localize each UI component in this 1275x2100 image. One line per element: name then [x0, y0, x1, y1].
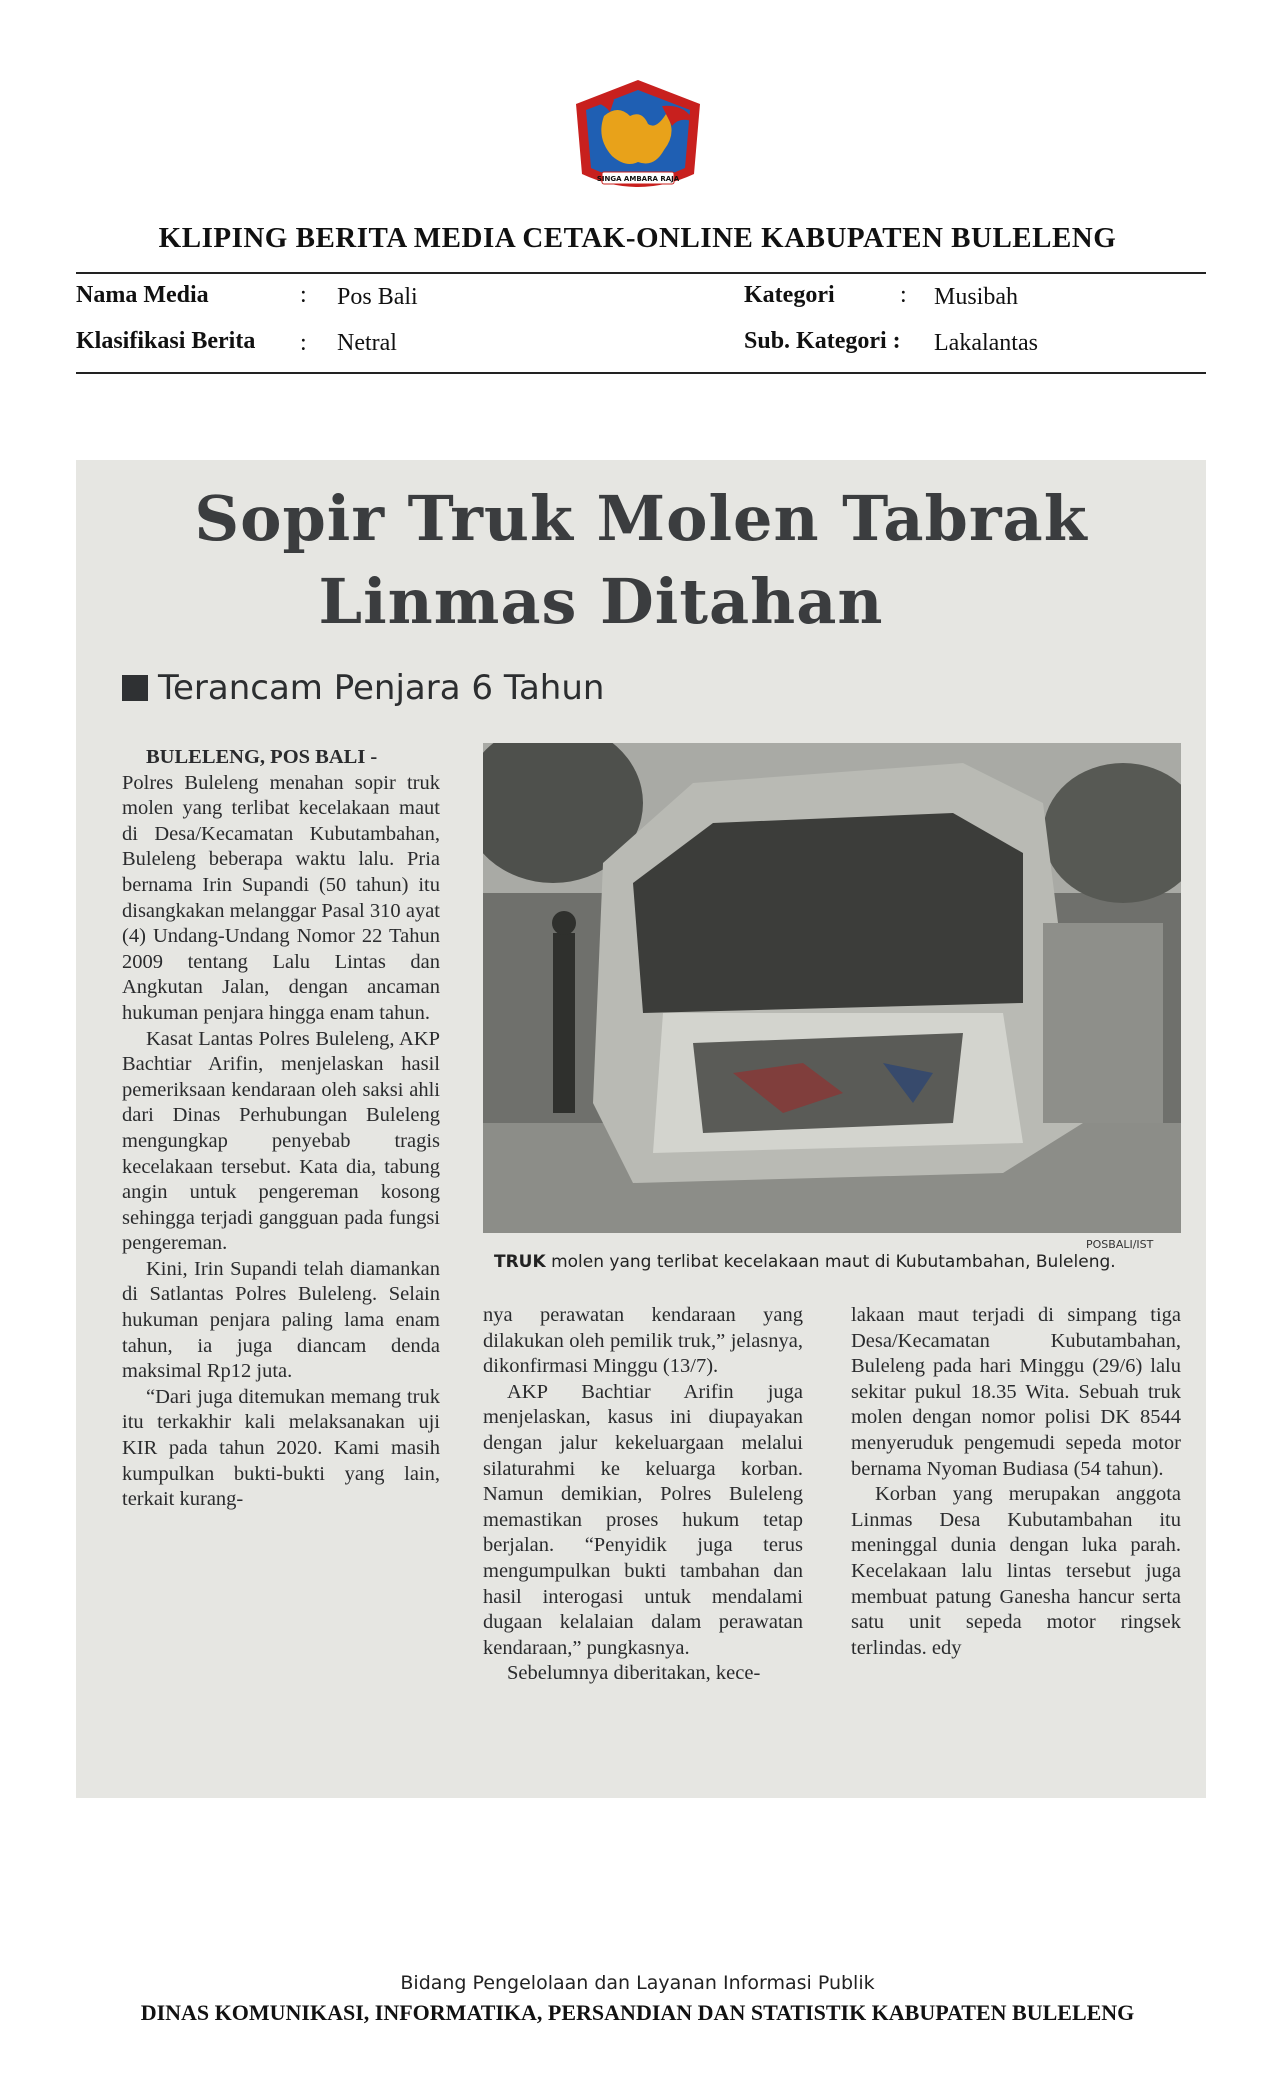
photo-credit: POSBALI/IST: [1086, 1238, 1154, 1251]
dateline: BULELENG, POS BALI -: [146, 746, 378, 768]
headline-line-2: Linmas Ditahan: [318, 565, 884, 638]
article-paragraph: [122, 745, 440, 771]
subkategori-value: Lakalantas: [934, 330, 1038, 356]
article-column-1: [122, 745, 440, 1513]
caption-text: molen yang terlibat kecelakaan maut di Kubutambahan, Buleleng.: [545, 1252, 1116, 1272]
klasifikasi-row: [76, 328, 255, 355]
truck-crash-photo: [483, 743, 1181, 1233]
article-paragraph: lakaan maut terjadi di simpang tiga Desa/Kecamatan Kubutambahan, Buleleng pada hari Minggu (29/6) lalu sekitar pukul 18.35 Wita. Sebuah truk molen dengan nomor polisi DK 8544 menyeruduk pengemudi sepeda motor bernama Nyoman Budiasa (54 tahun).: [851, 1304, 1181, 1480]
media-colon: :: [300, 282, 307, 308]
article-column-2: [483, 1303, 803, 1687]
article-column-3: [851, 1303, 1181, 1661]
footer-agency: DINAS KOMUNIKASI, INFORMATIKA, PERSANDIAN DAN STATISTIK KABUPATEN BULELENG: [140, 2000, 1135, 2025]
kategori-label: Kategori: [744, 282, 835, 308]
article-paragraph: nya perawatan kendaraan yang dilakukan oleh pemilik truk,” jelasnya, dikonfirmasi Minggu (13/7).: [483, 1304, 803, 1378]
article-paragraph: AKP Bachtiar Arifin juga menjelaskan, kasus ini diupayakan dengan jalur kekeluargaan melalui silaturahmi ke keluarga korban. Namun demikian, Polres Buleleng memastikan proses hukum tetap berjalan. “Penyidik juga terus mengumpulkan bukti tambahan dan hasil interogasi untuk mendalami dugaan kelalaian dalam perawatan kendaraan,” pungkasnya.: [483, 1380, 803, 1659]
article-paragraph: “Dari juga ditemukan memang truk itu terkakhir kali melaksanakan uji KIR pada tahun 2020. Kami masih kumpulkan bukti-bukti yang lain, terkait kurang-: [122, 1385, 440, 1511]
kategori-colon: :: [900, 282, 907, 308]
subkategori-label: Sub. Kategori :: [744, 328, 901, 354]
media-label: Nama Media: [76, 282, 209, 308]
article-paragraph: Korban yang merupakan anggota Linmas Desa Kubutambahan itu meninggal dunia dengan luka parah. Kecelakaan lalu lintas tersebut juga membuat patung Ganesha hancur serta satu unit sepeda motor ringsek terlindas. edy: [851, 1483, 1181, 1659]
footer-department: Bidang Pengelolaan dan Layanan Informasi Publik: [400, 1972, 875, 1994]
news-clipping: [76, 460, 1206, 1798]
bullet-square-icon: [122, 675, 148, 701]
klasifikasi-value: Netral: [337, 330, 397, 356]
article-paragraph: Polres Buleleng menahan sopir truk molen yang terlibat kecelakaan maut di Desa/Kecamatan Kubutambahan, Buleleng beberapa waktu lalu. Pria bernama Irin Supandi (50 tahun) itu disangkakan melanggar Pasal 310 ayat (4) Undang-Undang Nomor 22 Tahun 2009 tentang Lalu Lintas dan Angkutan Jalan, dengan ancaman hukuman penjara hingga enam tahun.: [122, 771, 440, 1024]
divider-bottom: [76, 372, 1206, 374]
article-paragraph: Kasat Lantas Polres Buleleng, AKP Bachtiar Arifin, menjelaskan hasil pemeriksaan kendaraan oleh saksi ahli dari Dinas Perhubungan Buleleng mengungkap penyebab tragis kecelakaan tersebut. Kata dia, tabung angin untuk pengereman kosong sehingga terjadi gangguan pada fungsi pengereman.: [122, 1027, 440, 1255]
kabupaten-logo: [566, 76, 710, 198]
photo-caption: [494, 1252, 1116, 1272]
kategori-row: [744, 282, 835, 309]
subkategori-row: [744, 328, 901, 355]
kategori-value: Musibah: [934, 284, 1018, 310]
article-paragraph: Sebelumnya diberitakan, kece-: [507, 1662, 761, 1685]
divider-top: [76, 272, 1206, 274]
media-value: Pos Bali: [337, 284, 418, 310]
headline-line-1: Sopir Truk Molen Tabrak: [194, 482, 1088, 555]
caption-lead: TRUK: [494, 1252, 546, 1272]
klasifikasi-colon: :: [300, 330, 307, 356]
article-paragraph: Kini, Irin Supandi telah diamankan di Satlantas Polres Buleleng. Selain hukuman penjara paling lama enam tahun, ia juga diancam denda maksimal Rp12 juta.: [122, 1257, 440, 1383]
subheadline: [122, 668, 604, 708]
media-row: [76, 282, 209, 309]
klasifikasi-label: Klasifikasi Berita: [76, 328, 256, 354]
page-title: KLIPING BERITA MEDIA CETAK-ONLINE KABUPATEN BULELENG: [158, 222, 1117, 254]
subheadline-text: Terancam Penjara 6 Tahun: [158, 668, 605, 708]
logo-motto: SINGA AMBARA RAJA: [596, 175, 680, 183]
